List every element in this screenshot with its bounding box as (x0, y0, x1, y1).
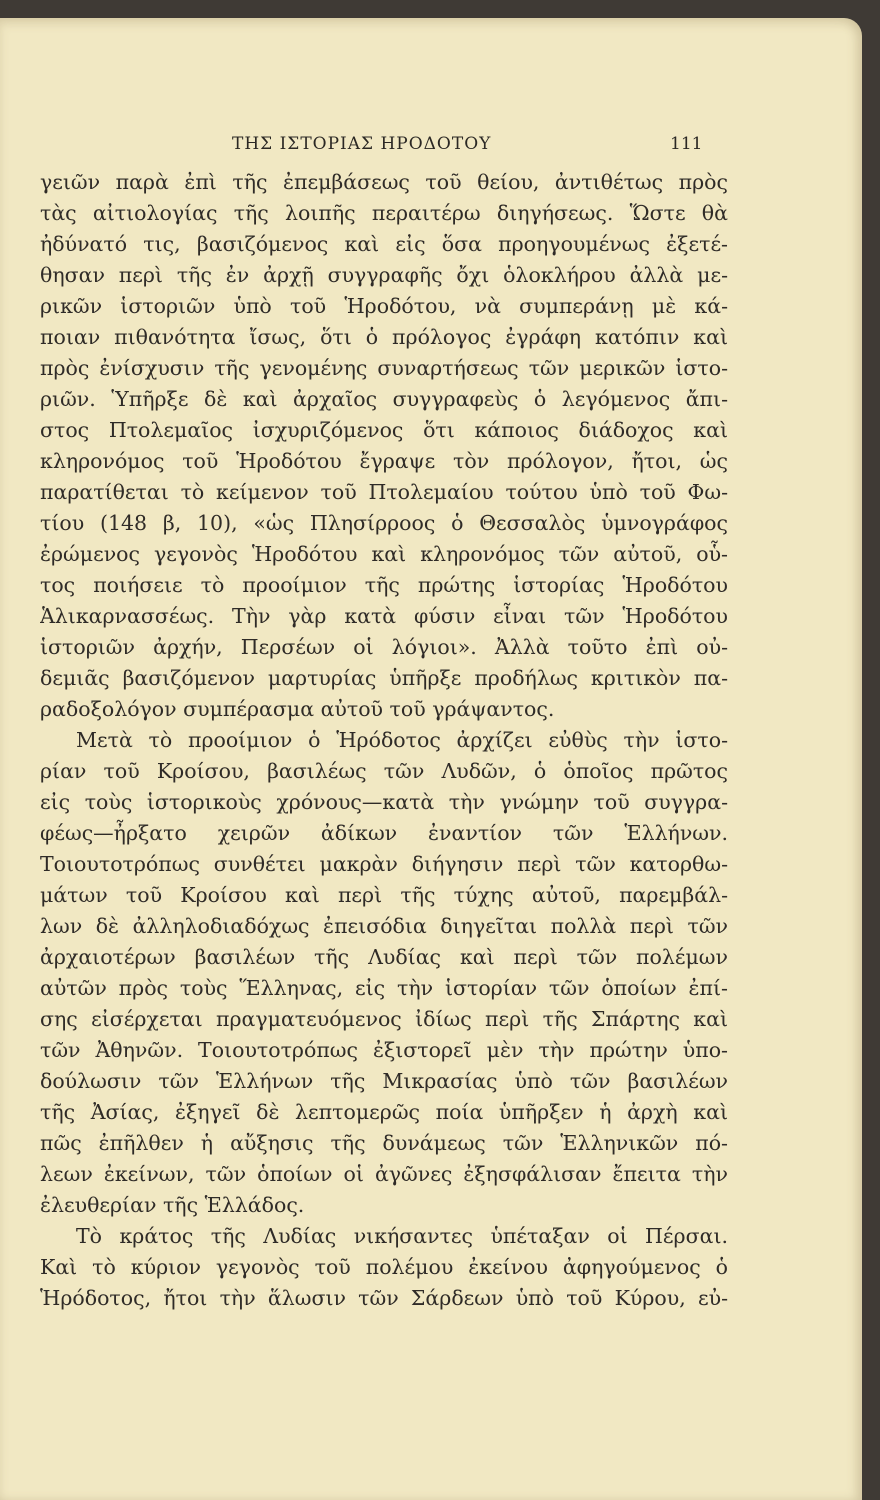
text-line: τος ποιήσειε τὸ προοίμιον τῆς πρώτης ἱστορίας Ἡροδότου (40, 573, 728, 597)
text-line: Ἡρόδοτος, ἤτοι τὴν ἅλωσιν τῶν Σάρδεων ὑπὸ τοῦ Κύρου, εὐ- (40, 1286, 728, 1310)
text-line: Καὶ τὸ κύριον γεγονὸς τοῦ πολέμου ἐκείνου ἀφηγούμενος ὁ (40, 1255, 728, 1279)
paragraph-end-line: ραδοξολόγον συμπέρασμα αὐτοῦ τοῦ γράψαντος. (40, 697, 555, 721)
text-line: πρὸς ἐνίσχυσιν τῆς γενομένης συναρτήσεως τῶν μερικῶν ἱστο- (40, 356, 728, 380)
paragraph-end-line: ἐλευθερίαν τῆς Ἑλλάδος. (40, 1193, 305, 1217)
text-line: στος Πτολεμαῖος ἰσχυριζόμενος ὅτι κάποιος διάδοχος καὶ (40, 418, 728, 442)
text-line: τίου (148 β, 10), «ὡς Πλησίρροος ὁ Θεσσαλὸς ὑμνογράφος (40, 511, 728, 535)
text-line: ἀρχαιοτέρων βασιλέων τῆς Λυδίας καὶ περὶ τῶν πολέμων (40, 945, 728, 969)
running-title: ΤΗΣ ΙΣΤΟΡΙΑΣ ΗΡΟΔΟΤΟΥ (232, 134, 492, 154)
text-line: ποιαν πιθανότητα ἴσως, ὅτι ὁ πρόλογος ἐγράφη κατόπιν καὶ (40, 325, 728, 349)
text-line: σης εἰσέρχεται πραγματευόμενος ἰδίως περὶ τῆς Σπάρτης καὶ (40, 1007, 728, 1031)
text-line: κληρονόμος τοῦ Ἡροδότου ἔγραψε τὸν πρόλογον, ἤτοι, ὡς (40, 449, 728, 473)
text-line: Ἁλικαρνασσέως. Τὴν γὰρ κατὰ φύσιν εἶναι τῶν Ἡροδότου (40, 604, 728, 628)
text-line: τὰς αἰτιολογίας τῆς λοιπῆς περαιτέρω διηγήσεως. Ὥστε θὰ (40, 201, 728, 225)
text-line: τῶν Ἀθηνῶν. Τοιουτοτρόπως ἐξιστορεῖ μὲν τὴν πρώτην ὑπο- (40, 1038, 728, 1062)
text-line: ἠδύνατό τις, βασιζόμενος καὶ εἰς ὅσα προηγουμένως ἐξετέ- (40, 232, 728, 256)
text-line: ἱστοριῶν ἀρχήν, Περσέων οἱ λόγιοι». Ἀλλὰ τοῦτο ἐπὶ οὐ- (40, 635, 728, 659)
text-line: ρίαν τοῦ Κροίσου, βασιλέως τῶν Λυδῶν, ὁ ὁποῖος πρῶτος (40, 759, 728, 783)
paragraph-start-line: Τὸ κράτος τῆς Λυδίας νικήσαντες ὑπέταξαν οἱ Πέρσαι. (76, 1224, 728, 1248)
text-line: ἐρώμενος γεγονὸς Ἡροδότου καὶ κληρονόμος τῶν αὐτοῦ, οὗ- (40, 542, 728, 566)
text-line: παρατίθεται τὸ κείμενον τοῦ Πτολεμαίου τούτου ὑπὸ τοῦ Φω- (40, 480, 728, 504)
text-line: λεων ἐκείνων, τῶν ὁποίων οἱ ἀγῶνες ἐξησφάλισαν ἔπειτα τὴν (40, 1162, 728, 1186)
page-number: 111 (670, 134, 703, 154)
paragraph-start-line: Μετὰ τὸ προοίμιον ὁ Ἡρόδοτος ἀρχίζει εὐθὺς τὴν ἱστο- (76, 728, 728, 752)
text-line: δεμιᾶς βασιζόμενον μαρτυρίας ὑπῆρξε προδήλως κριτικὸν πα- (40, 666, 728, 690)
text-line: λων δὲ ἀλληλοδιαδόχως ἐπεισόδια διηγεῖται πολλὰ περὶ τῶν (40, 914, 728, 938)
text-line: εἰς τοὺς ἱστορικοὺς χρόνους—κατὰ τὴν γνώμην τοῦ συγγρα- (40, 790, 728, 814)
text-line: δούλωσιν τῶν Ἑλλήνων τῆς Μικρασίας ὑπὸ τῶν βασιλέων (40, 1069, 728, 1093)
text-line: αὐτῶν πρὸς τοὺς Ἕλληνας, εἰς τὴν ἱστορίαν τῶν ὁποίων ἐπί- (40, 976, 728, 1000)
text-line: ρικῶν ἱστοριῶν ὑπὸ τοῦ Ἡροδότου, νὰ συμπεράνῃ μὲ κά- (40, 294, 728, 318)
text-line: μάτων τοῦ Κροίσου καὶ περὶ τῆς τύχης αὐτοῦ, παρεμβάλ- (40, 883, 728, 907)
text-line: πῶς ἐπῆλθεν ἡ αὔξησις τῆς δυνάμεως τῶν Ἑλληνικῶν πό- (40, 1131, 728, 1155)
text-line: τῆς Ἀσίας, ἐξηγεῖ δὲ λεπτομερῶς ποία ὑπῆρξεν ἡ ἀρχὴ καὶ (40, 1100, 728, 1124)
text-line: γειῶν παρὰ ἐπὶ τῆς ἐπεμβάσεως τοῦ θείου, ἀντιθέτως πρὸς (40, 170, 728, 194)
text-line: θησαν περὶ τῆς ἐν ἀρχῇ συγγραφῆς ὄχι ὁλοκλήρου ἀλλὰ με- (40, 263, 728, 287)
text-line: Τοιουτοτρόπως συνθέτει μακρὰν διήγησιν περὶ τῶν κατορθω- (40, 852, 728, 876)
body-text (40, 167, 728, 1314)
text-line: ριῶν. Ὑπῆρξε δὲ καὶ ἀρχαῖος συγγραφεὺς ὁ λεγόμενος ἄπι- (40, 387, 728, 411)
text-line: φέως—ἦρξατο χειρῶν ἀδίκων ἐναντίον τῶν Ἑλλήνων. (40, 821, 728, 845)
page-header (0, 134, 862, 160)
